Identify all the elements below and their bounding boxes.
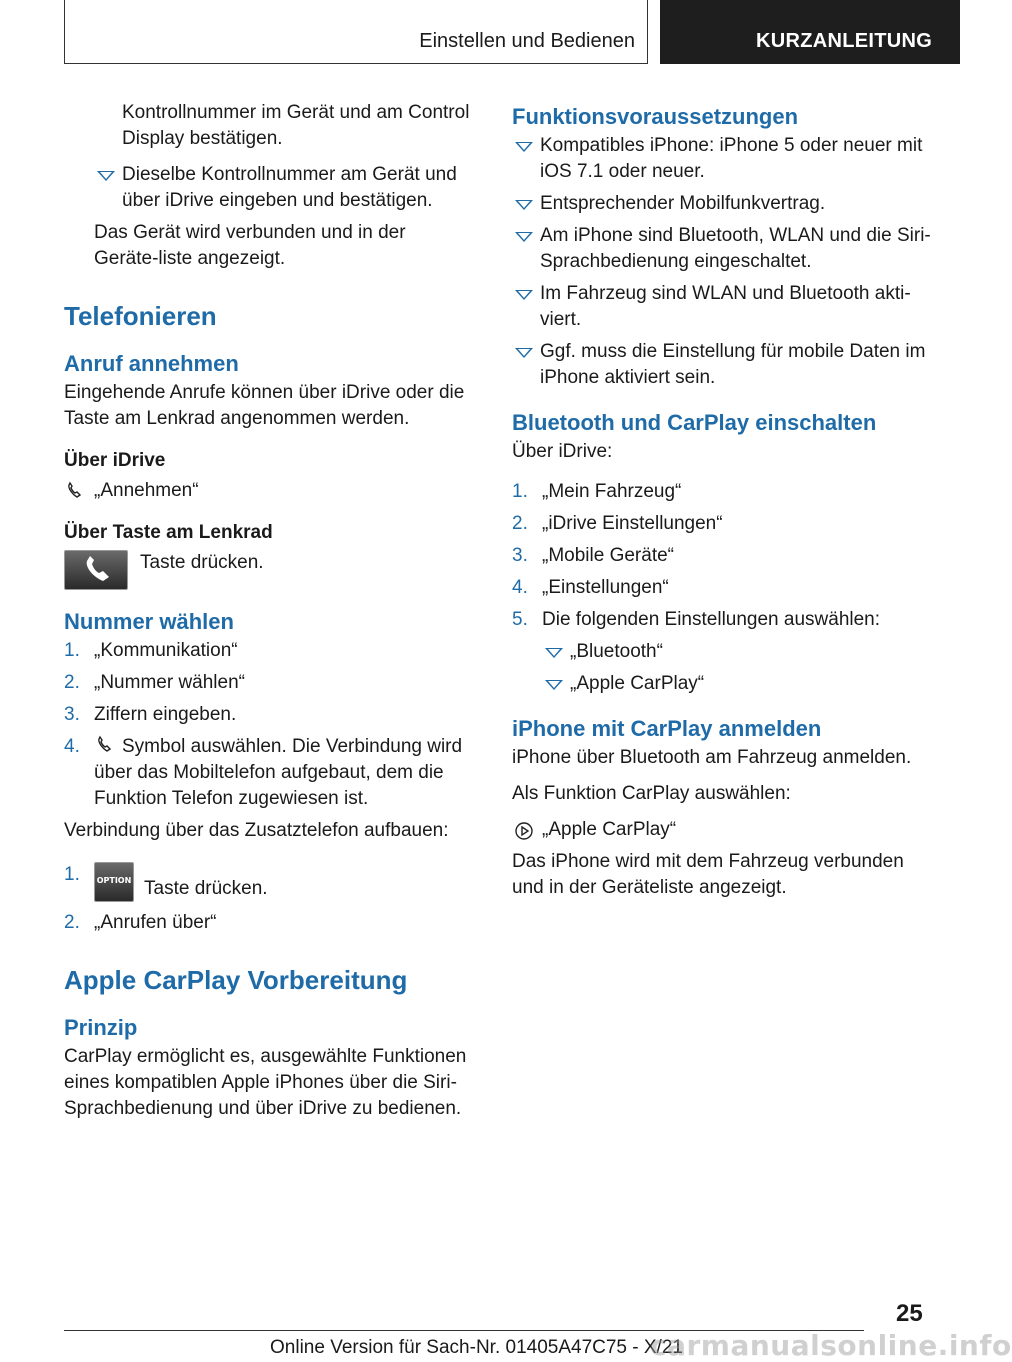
- step-number: 3.: [64, 704, 80, 725]
- heading-carplay-vorbereitung: Apple CarPlay Vorbereitung: [64, 965, 408, 995]
- paragraph: Kontrollnummer im Gerät und am Control Display bestätigen.: [122, 102, 470, 149]
- list-item: [64, 670, 474, 696]
- heading-bluetooth-carplay: Bluetooth und CarPlay einschalten: [512, 410, 877, 435]
- heading-telefonieren: Telefonieren: [64, 301, 217, 331]
- step-text: „Anrufen über“: [94, 912, 217, 933]
- step-text: „iDrive Einstellungen“: [542, 513, 723, 534]
- list-item: [64, 734, 474, 812]
- step-number: 2.: [64, 912, 80, 933]
- bullet-text: Dieselbe Kontrollnummer am Gerät und über iDrive eingeben und bestätigen.: [122, 164, 457, 211]
- option-button-icon: [94, 862, 134, 902]
- bt-sub-bullets: [512, 639, 932, 697]
- bullet-item: „Bluetooth“: [542, 639, 932, 665]
- list-item: [64, 702, 474, 728]
- paragraph: Verbindung über das Zusatztelefon aufbauen:: [64, 820, 449, 841]
- bullet-item: Entsprechender Mobilfunkvertrag.: [512, 191, 932, 217]
- step-number: 4.: [64, 736, 80, 757]
- phone-handset-icon: [66, 482, 86, 500]
- subheading-ueber-taste: Über Taste am Lenkrad: [64, 522, 273, 543]
- step-number: 4.: [512, 577, 528, 598]
- step-text: „Mobile Geräte“: [542, 545, 674, 566]
- taste-text: Taste drücken.: [140, 552, 264, 573]
- option-label: OPTION: [96, 876, 132, 885]
- paragraph: iPhone über Bluetooth am Fahrzeug anmelden.: [512, 747, 912, 768]
- step-text: Die folgenden Einstellungen auswählen:: [542, 609, 881, 630]
- step-text: Symbol auswählen. Die Verbindung wird über das Mobiltelefon aufgebaut, dem die Funktion Telefon zugewiesen ist.: [94, 736, 463, 809]
- right-column: [512, 100, 932, 911]
- paragraph: Das iPhone wird mit dem Fahrzeug verbunden und in der Geräteliste angezeigt.: [512, 851, 904, 898]
- funktion-bullets: [512, 133, 932, 391]
- watermark: carmanualsonline.info: [650, 1329, 1012, 1362]
- step-text: „Mein Fahrzeug“: [542, 481, 682, 502]
- phone-handset-icon: [96, 736, 116, 754]
- step-text: Ziffern eingeben.: [94, 704, 237, 725]
- step-number: 2.: [64, 672, 80, 693]
- list-item: [64, 862, 474, 902]
- list-item: [512, 511, 932, 537]
- paragraph: Eingehende Anrufe können über iDrive oder die Taste am Lenkrad angenommen werden.: [64, 382, 465, 429]
- bullet-item: Am iPhone sind Bluetooth, WLAN und die Siri-Sprachbedienung eingeschaltet.: [512, 223, 932, 275]
- paragraph: CarPlay ermöglicht es, ausgewählte Funktionen eines kompatiblen Apple iPhones über die Siri-Sprachbedienung und über iDrive zu bedienen.: [64, 1046, 467, 1119]
- step-number: 3.: [512, 545, 528, 566]
- bullet-item: Im Fahrzeug sind WLAN und Bluetooth akti-viert.: [512, 281, 932, 333]
- taste-row: [64, 550, 474, 590]
- bullet-item: „Apple CarPlay“: [542, 671, 932, 697]
- step-text: Taste drücken.: [144, 878, 268, 899]
- step-text: „Einstellungen“: [542, 577, 669, 598]
- page-header: [0, 0, 960, 66]
- annehmen-label: „Annehmen“: [94, 480, 199, 501]
- zusatz-steps: [64, 862, 474, 936]
- paragraph: Als Funktion CarPlay auswählen:: [512, 783, 791, 804]
- footer-online-version: Online Version für Sach-Nr. 01405A47C75 - X/21: [270, 1337, 683, 1358]
- paragraph: Das Gerät wird verbunden und in der Geräte-liste angezeigt.: [94, 222, 406, 269]
- list-item: [64, 638, 474, 664]
- step-number: 1.: [64, 640, 80, 661]
- bullet-item: [94, 162, 474, 214]
- apple-carplay-label: „Apple CarPlay“: [542, 819, 677, 840]
- subheading-ueber-idrive: Über iDrive: [64, 450, 166, 471]
- step-number: 1.: [64, 864, 80, 885]
- step-number: 1.: [512, 481, 528, 502]
- left-column: [64, 100, 474, 1132]
- heading-anruf-annehmen: Anruf annehmen: [64, 351, 239, 376]
- step-text: „Nummer wählen“: [94, 672, 245, 693]
- paragraph: Über iDrive:: [512, 441, 613, 462]
- steering-wheel-phone-button-icon: [64, 550, 128, 590]
- list-item: [64, 910, 474, 936]
- list-item: [512, 543, 932, 569]
- step-text: „Kommunikation“: [94, 640, 238, 661]
- carplay-play-icon: [514, 821, 534, 841]
- nummer-steps: [64, 638, 474, 812]
- bullet-item: Kompatibles iPhone: iPhone 5 oder neuer mit iOS 7.1 oder neuer.: [512, 133, 932, 185]
- section-title: Einstellen und Bedienen: [64, 0, 648, 64]
- chapter-tab: KURZANLEITUNG: [660, 0, 960, 64]
- step-number: 5.: [512, 609, 528, 630]
- heading-nummer-waehlen: Nummer wählen: [64, 609, 234, 634]
- heading-funktionsvoraussetzungen: Funktionsvoraussetzungen: [512, 104, 799, 129]
- list-item: [512, 607, 932, 633]
- list-item: [512, 575, 932, 601]
- heading-iphone-carplay-anmelden: iPhone mit CarPlay anmelden: [512, 716, 822, 741]
- heading-prinzip: Prinzip: [64, 1015, 138, 1040]
- apple-carplay-line: [512, 817, 932, 843]
- bullet-item: Ggf. muss die Einstellung für mobile Daten im iPhone aktiviert sein.: [512, 339, 932, 391]
- page-number: 25: [896, 1300, 923, 1327]
- list-item: [512, 479, 932, 505]
- annehmen-line: [64, 478, 474, 504]
- bt-steps: [512, 479, 932, 633]
- step-number: 2.: [512, 513, 528, 534]
